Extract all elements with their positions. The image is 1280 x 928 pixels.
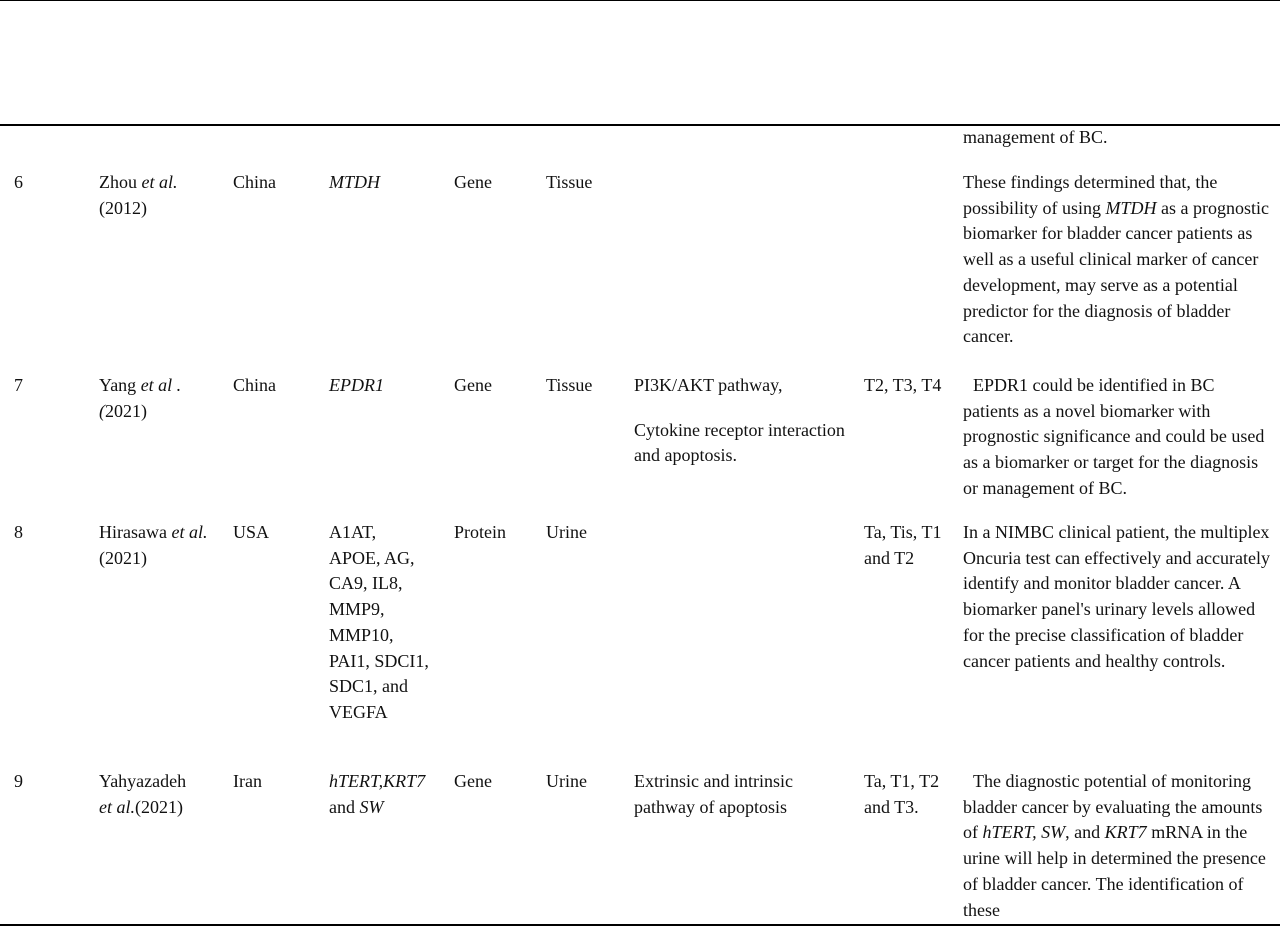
pathway-cell: Extrinsic and intrinsic pathway of apoptosis <box>634 771 793 817</box>
biomarker-cell: MTDH <box>329 172 381 192</box>
author-cell: Yahyazadeh et al.(2021) <box>99 771 187 817</box>
country-cell: USA <box>233 522 270 542</box>
sample-cell: Urine <box>546 771 587 791</box>
stage-cell: Ta, Tis, T1 and T2 <box>864 522 942 568</box>
biomarker-cell: hTERT,KRT7 and SW <box>329 771 426 817</box>
country-cell: Iran <box>233 771 262 791</box>
finding-cell: EPDR1 could be identified in BC patients as a novel biomarker with prognostic significance and could be used as a biomarker or target for the diagnosis or management of BC. <box>963 375 1265 498</box>
row-number: 7 <box>14 375 23 395</box>
stage-cell: T2, T3, T4 <box>864 375 942 395</box>
biomarker-cell: A1AT, APOE, AG, CA9, IL8, MMP9, MMP10, PAI1, SDCI1, SDC1, and VEGFA <box>329 522 429 722</box>
sample-cell: Tissue <box>546 172 593 192</box>
finding-cell: The diagnostic potential of monitoring bladder cancer by evaluating the amounts of hTERT, SW, and KRT7 mRNA in the urine will help in determined the presence of bladder cancer. The identification of these <box>963 771 1266 920</box>
row-number: 8 <box>14 522 23 542</box>
biomarker-cell: EPDR1 <box>329 375 384 395</box>
type-cell: Gene <box>454 771 492 791</box>
continued-finding-text: management of BC. <box>963 127 1108 147</box>
pathway-cell: PI3K/AKT pathway, Cytokine receptor interaction and apoptosis. <box>634 375 845 466</box>
sample-cell: Tissue <box>546 375 593 395</box>
row-number: 6 <box>14 172 23 192</box>
bottom-rule <box>0 924 1280 926</box>
finding-cell: These findings determined that, the possibility of using MTDH as a prognostic biomarker for bladder cancer patients as well as a useful clinical marker of cancer development, may serve as a potential predictor for the diagnosis of bladder cancer. <box>963 172 1270 347</box>
type-cell: Gene <box>454 172 492 192</box>
author-cell: Zhou et al. (2012) <box>99 172 178 218</box>
author-cell: Hirasawa et al. (2021) <box>99 522 208 568</box>
sample-cell: Urine <box>546 522 587 542</box>
type-cell: Gene <box>454 375 492 395</box>
finding-cell: In a NIMBC clinical patient, the multiplex Oncuria test can effectively and accurately identify and monitor bladder cancer. A biomarker panel's urinary levels allowed for the precise classification of bladder cancer patients and healthy controls. <box>963 522 1271 671</box>
type-cell: Protein <box>454 522 506 542</box>
stage-cell: Ta, T1, T2 and T3. <box>864 771 940 817</box>
country-cell: China <box>233 172 276 192</box>
country-cell: China <box>233 375 276 395</box>
top-rule <box>0 0 1280 1</box>
row-number: 9 <box>14 771 23 791</box>
author-cell: Yang et al .(2021) <box>99 375 182 421</box>
